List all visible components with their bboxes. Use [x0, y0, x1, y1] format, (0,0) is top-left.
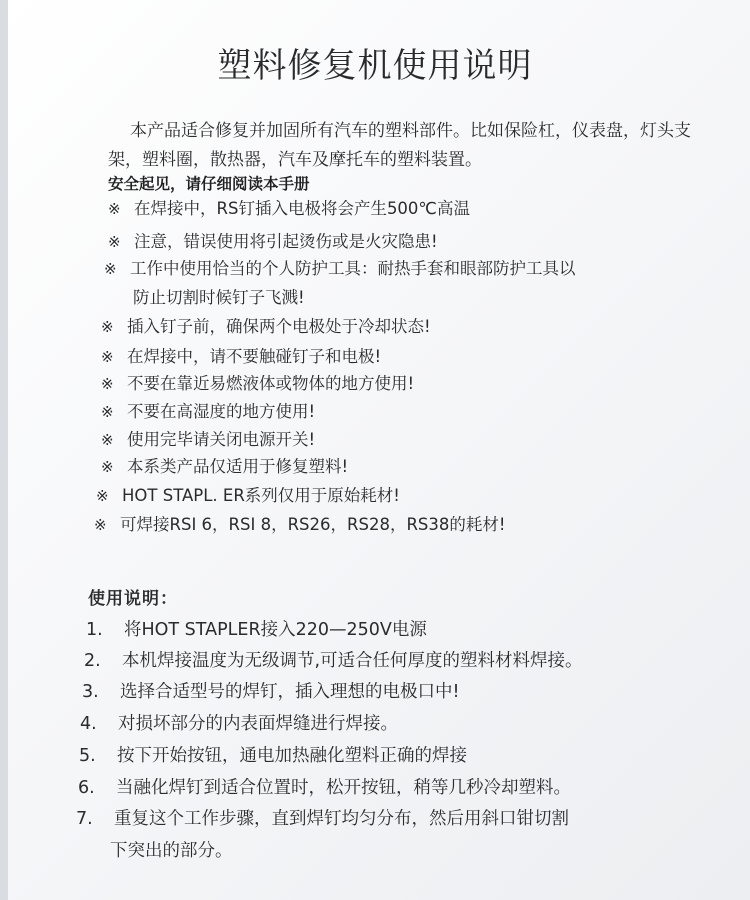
- step-number: 1.: [86, 620, 103, 640]
- warning-item: [101, 312, 431, 342]
- usage-step: [84, 645, 583, 677]
- warning-item: [101, 369, 414, 399]
- warning-text: 在焊接中，RS钉插入电极将会产生500℃高温: [134, 199, 470, 218]
- step-number: 6.: [78, 778, 95, 798]
- step-number: 7.: [76, 809, 93, 829]
- paper-edge: [0, 0, 8, 900]
- step-number: 4.: [80, 714, 97, 734]
- reference-mark-icon: ※: [101, 375, 114, 393]
- warning-text: 本系类产品仅适用于修复塑料!: [127, 457, 349, 476]
- warning-text-continuation: 防止切割时候钉子飞溅!: [133, 288, 305, 307]
- page-title: 塑料修复机使用说明: [217, 46, 533, 86]
- step-text: 当融化焊钉到适合位置时，松开按钮，稍等几秒冷却塑料。: [116, 778, 571, 798]
- safety-heading: 安全起见，请仔细阅读本手册: [108, 175, 310, 193]
- warning-item: [108, 227, 438, 257]
- warning-item: [101, 425, 315, 455]
- reference-mark-icon: ※: [96, 487, 109, 505]
- step-text: 本机焊接温度为无级调节,可适合任何厚度的塑料材料焊接。: [122, 651, 583, 671]
- usage-heading: 使用说明：: [88, 589, 178, 609]
- usage-step: [78, 772, 571, 804]
- warning-item: [101, 397, 315, 427]
- warning-text: 使用完毕请关闭电源开关!: [127, 430, 316, 449]
- reference-mark-icon: ※: [104, 260, 117, 278]
- step-number: 5.: [79, 746, 96, 766]
- usage-step: [79, 740, 467, 772]
- usage-step: [76, 803, 569, 861]
- reference-mark-icon: ※: [101, 403, 114, 421]
- warning-item: [104, 254, 576, 307]
- warning-text: 不要在靠近易燃液体或物体的地方使用!: [127, 374, 415, 393]
- warning-item: [94, 510, 506, 540]
- usage-step: [80, 708, 398, 740]
- warning-item: [96, 481, 400, 511]
- warning-text: HOT STAPL. ER系列仅用于原始耗材!: [122, 486, 400, 505]
- warning-item: [108, 194, 470, 224]
- reference-mark-icon: ※: [94, 516, 107, 534]
- warning-text: 在焊接中，请不要触碰钉子和电极!: [127, 347, 382, 366]
- usage-step: [86, 614, 427, 646]
- warning-item: [101, 342, 381, 372]
- step-number: 3.: [82, 682, 99, 702]
- step-text: 按下开始按钮，通电加热融化塑料正确的焊接: [117, 746, 467, 766]
- step-text: 将HOT STAPLER接入220—250V电源: [124, 620, 427, 640]
- step-text-continuation: 下突出的部分。: [110, 841, 233, 861]
- warning-item: [101, 452, 348, 482]
- usage-step: [82, 676, 460, 708]
- warning-text: 注意，错误使用将引起烫伤或是火灾隐患!: [134, 232, 438, 251]
- reference-mark-icon: ※: [108, 233, 121, 251]
- reference-mark-icon: ※: [108, 200, 121, 218]
- warning-text: 工作中使用恰当的个人防护工具：耐热手套和眼部防护工具以: [130, 259, 576, 278]
- reference-mark-icon: ※: [101, 348, 114, 366]
- step-text: 选择合适型号的焊钉，插入理想的电极口中!: [120, 682, 460, 702]
- warning-text: 插入钉子前，确保两个电极处于冷却状态!: [127, 317, 431, 336]
- step-number: 2.: [84, 651, 101, 671]
- step-text: 重复这个工作步骤，直到焊钉均匀分布，然后用斜口钳切割: [114, 809, 569, 829]
- warning-text: 可焊接RSI 6，RSI 8，RS26，RS28，RS38的耗材!: [120, 515, 506, 534]
- reference-mark-icon: ※: [101, 431, 114, 449]
- warning-text: 不要在高湿度的地方使用!: [127, 402, 316, 421]
- step-text: 对损坏部分的内表面焊缝进行焊接。: [118, 714, 398, 734]
- reference-mark-icon: ※: [101, 318, 114, 336]
- reference-mark-icon: ※: [101, 458, 114, 476]
- intro-paragraph: 本产品适合修复并加固所有汽车的塑料部件。比如保险杠，仪表盘，灯头支架，塑料圈，散热器，汽车及摩托车的塑料装置。: [108, 121, 691, 170]
